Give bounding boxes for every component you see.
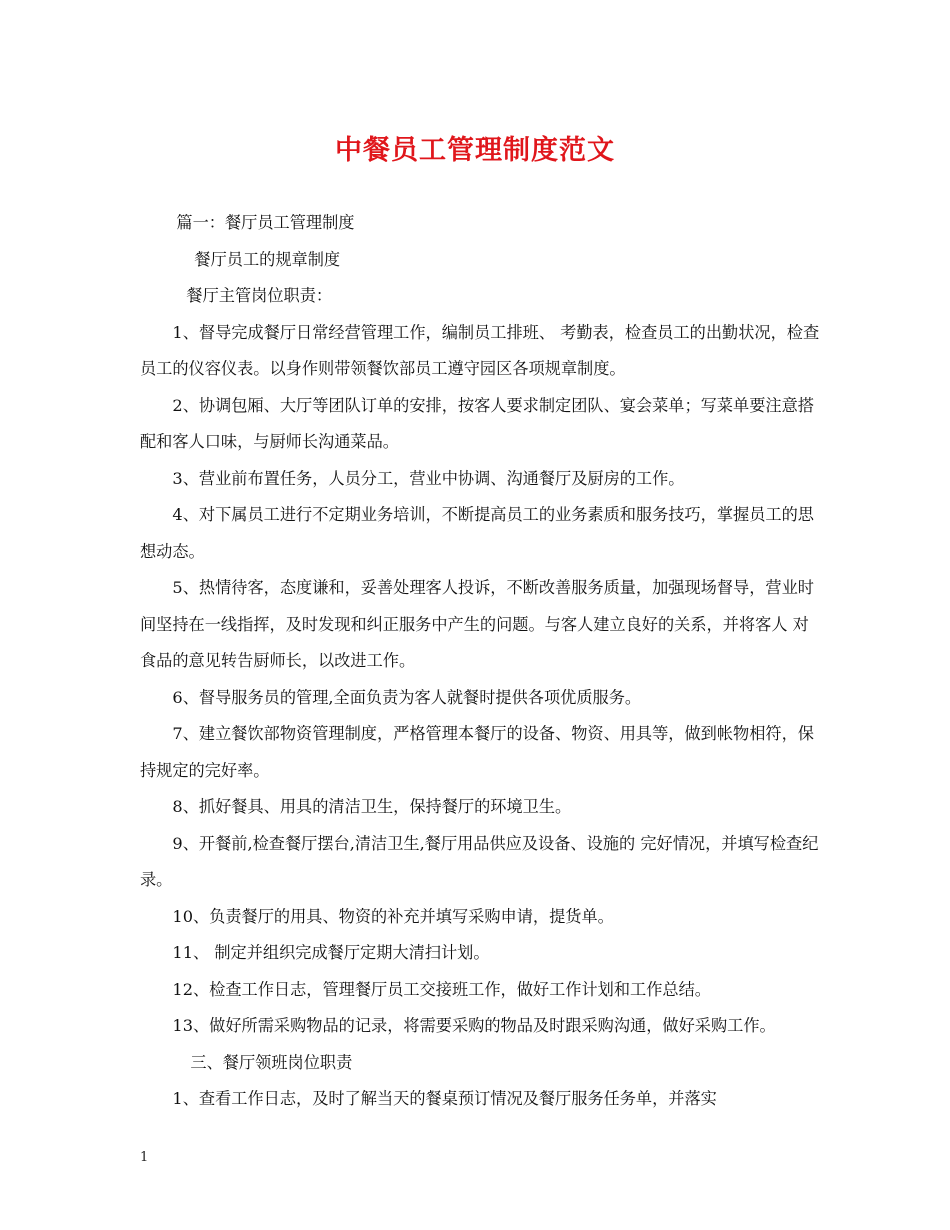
subheading: 餐厅主管岗位职责：: [186, 286, 333, 305]
paragraph: 1、督导完成餐厅日常经营管理工作，编制员工排班、 考勤表，检查员工的出勤状况，检查员工的仪容仪表。以身作则带领餐饮部员工遵守园区各项规章制度。: [140, 322, 820, 378]
paragraph: 1、查看工作日志，及时了解当天的餐桌预订情况及餐厅服务任务单，并落实: [172, 1089, 717, 1108]
page-title: 中餐员工管理制度范文: [335, 135, 615, 166]
section-heading: 篇一：餐厅员工管理制度: [176, 213, 355, 232]
paragraph: 8、抓好餐具、用具的清洁卫生，保持餐厅的环境卫生。: [172, 797, 572, 816]
paragraph: 11、 制定并组织完成餐厅定期大清扫计划。: [172, 943, 490, 962]
paragraph: 4、对下属员工进行不定期业务培训，不断提高员工的业务素质和服务技巧，掌握员工的思想动态。: [140, 505, 814, 561]
paragraph: 13、做好所需采购物品的记录，将需要采购的物品及时跟采购沟通，做好采购工作。: [172, 1016, 776, 1035]
document-body: [140, 205, 820, 1118]
paragraph: 3、营业前布置任务，人员分工，营业中协调、沟通餐厅及厨房的工作。: [172, 468, 685, 488]
subheading: 餐厅员工的规章制度: [194, 249, 341, 269]
paragraph: 10、负责餐厅的用具、物资的补充并填写采购申请，提货单。: [172, 906, 614, 926]
paragraph: 9、开餐前,检查餐厅摆台,清洁卫生,餐厅用品供应及设备、设施的 完好情况，并填写检查纪录。: [140, 833, 819, 889]
paragraph: 12、检查工作日志，管理餐厅员工交接班工作，做好工作计划和工作总结。: [172, 979, 711, 999]
paragraph: 6、督导服务员的管理,全面负责为客人就餐时提供各项优质服务。: [172, 687, 642, 707]
section-heading: 三、餐厅领班岗位职责: [190, 1052, 353, 1072]
paragraph: 5、热情待客，态度谦和，妥善处理客人投诉，不断改善服务质量，加强现场督导，营业时间坚持在一线指挥，及时发现和纠正服务中产生的问题。与客人建立良好的关系，并将客人 对食品的意见转告厨师长，以改进工作。: [140, 578, 814, 670]
paragraph: 2、协调包厢、大厅等团队订单的安排，按客人要求制定团队、宴会菜单；写菜单要注意搭配和客人口味，与厨师长沟通菜品。: [140, 395, 814, 451]
paragraph: 7、建立餐饮部物资管理制度，严格管理本餐厅的设备、物资、用具等，做到帐物相符，保持规定的完好率。: [140, 724, 814, 780]
page-number: 1: [140, 1150, 149, 1165]
